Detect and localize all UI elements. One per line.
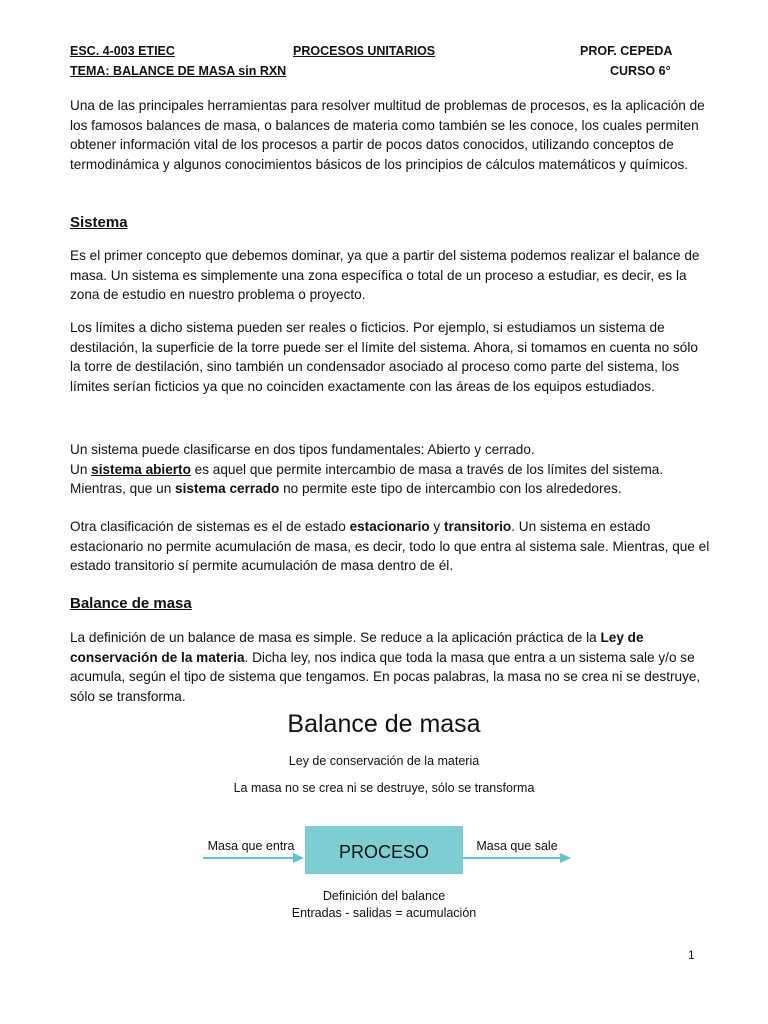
text-segment: es aquel que permite intercambio de masa a través de los límites del sistema. Mientras, que un: [70, 461, 664, 496]
term-conservation-law: Ley de conservación de la materia: [70, 630, 644, 665]
school-name: ESC. 4-003 ETIEC: [70, 44, 175, 58]
diagram-title: Balance de masa: [287, 710, 481, 738]
balance-equation: Entradas - salidas = acumulación: [291, 906, 477, 920]
section-heading-sistema: Sistema: [70, 214, 128, 231]
term-stationary: estacionario: [349, 519, 430, 534]
teacher-name: PROF. CEPEDA: [580, 44, 673, 58]
output-arrowhead: [560, 853, 571, 863]
text-segment: Un: [70, 461, 92, 477]
mass-balance-diagram: [0, 700, 768, 940]
section-heading-balance: Balance de masa: [70, 595, 192, 612]
term-transient: transitorio: [444, 519, 512, 534]
term-open-system: sistema abierto: [91, 461, 191, 477]
text-segment: y: [429, 519, 445, 534]
sistema-paragraph-1: Es el primer concepto que debemos dominar, ya que a partir del sistema podemos realizar el balance de masa. Un sistema es simplemente una zona específica o total de un proceso a estudiar, es decir, es la zona de estudio en nuestro problema o proyecto.: [70, 248, 700, 302]
balance-definition: Definición del balance: [322, 889, 446, 903]
process-flow: [0, 818, 768, 938]
sistema-paragraph-2: Los límites a dicho sistema pueden ser reales o ficticios. Por ejemplo, si estudiamos un sistema de destilación, la superficie de la torre puede ser el límite del sistema. Ahora, si tomamos en cuenta no sólo la torre de destilación, sino también un condensador asociado al proceso como parte del sistema, los límites serían ficticios ya que no coinciden exactamente con las áreas de los equipos estudiados.: [70, 320, 698, 394]
term-closed-system: sistema cerrado: [175, 481, 280, 496]
diagram-subtitle: Ley de conservación de la materia: [288, 754, 480, 768]
input-label: Masa que entra: [207, 839, 295, 853]
course-label: CURSO 6°: [610, 64, 671, 78]
text-segment: . Un sistema en estado estacionario no permite acumulación de masa, es decir, todo lo que entra al sistema sale. Mientras, que el estado transitorio sí permite acumulación de masa dentro de él.: [70, 519, 710, 573]
text-segment: . Dicha ley, nos indica que toda la masa que entra a un sistema sale y/o se acumula, según el tipo de sistema que tengamos. En pocas palabras, la masa no se crea ni se destruye, sólo se transforma.: [70, 649, 701, 704]
text-segment: Otra clasificación de sistemas es el de estado: [70, 519, 350, 534]
output-label: Masa que sale: [476, 839, 558, 853]
topic-title: TEMA: BALANCE DE MASA sin RXN: [70, 64, 287, 78]
text-segment: La definición de un balance de masa es simple. Se reduce a la aplicación práctica de la: [70, 630, 601, 645]
sistema-paragraph-3: [70, 440, 710, 499]
text-segment: no permite este tipo de intercambio con los alrededores.: [279, 481, 622, 496]
diagram-principle: La masa no se crea ni se destruye, sólo se transforma: [233, 781, 535, 795]
process-label: PROCESO: [338, 842, 430, 862]
page-number: 1: [688, 948, 695, 962]
balance-paragraph-1: [70, 628, 710, 706]
classification-line: Un sistema puede clasificarse en dos tipos fundamentales: Abierto y cerrado.: [70, 442, 535, 457]
subject-name: PROCESOS UNITARIOS: [293, 44, 436, 58]
sistema-paragraph-4: [70, 517, 710, 576]
input-arrowhead: [293, 853, 304, 863]
intro-paragraph: Una de las principales herramientas para resolver multitud de problemas de procesos, es la aplicación de los famosos balances de masa, o balances de materia como también se les conoce, los cuales permiten obtener información vital de los procesos a partir de pocos datos conocidos, utilizando conceptos de termodinámica y algunos conocimientos básicos de los principios de cálculos matemáticos y químicos.: [70, 98, 705, 172]
